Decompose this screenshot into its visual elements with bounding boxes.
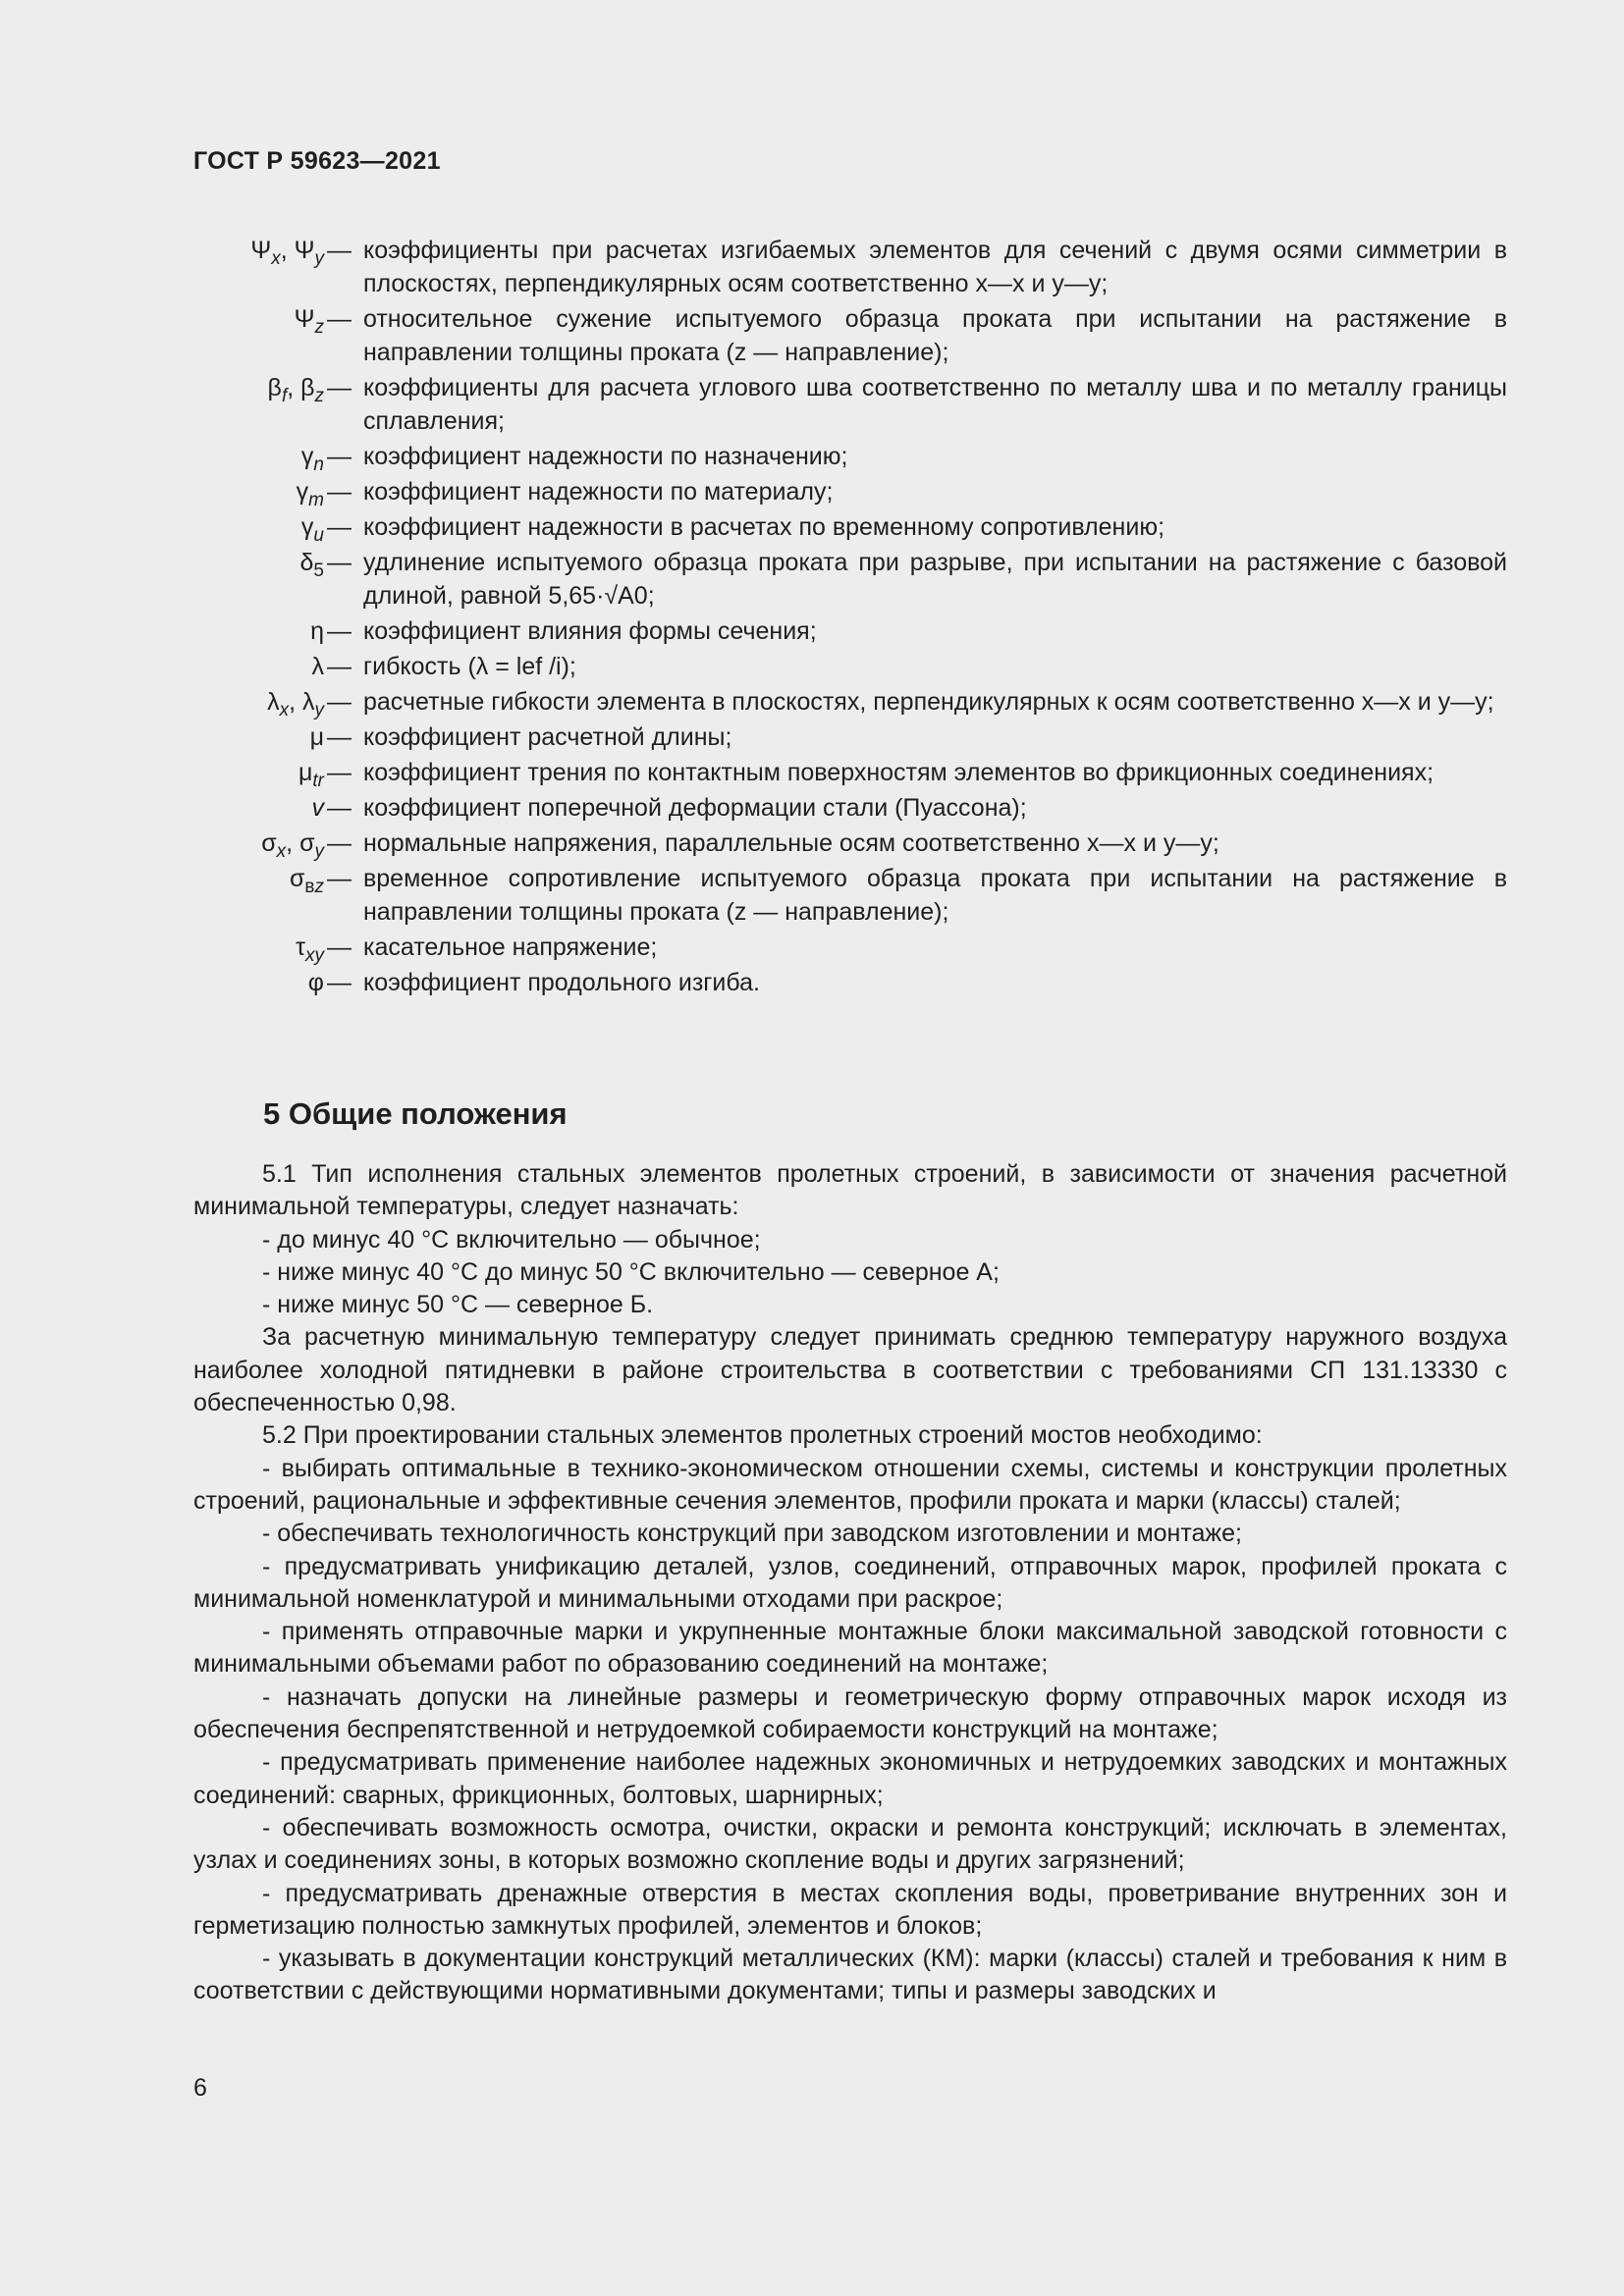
- definition-text: коэффициент надежности по назначению;: [363, 443, 848, 470]
- definition-item: [0, 302, 1624, 369]
- definition-symbol: $\Psi_x$, $\Psi_y$: [250, 237, 324, 269]
- definition-text: расчетные гибкости элемента в плоскостях, перпендикулярных к осям соответственно x—x и y—y;: [363, 688, 1494, 716]
- list-item: - указывать в документации конструкций металлических (КМ): марки (классы) сталей и требования к ним в соответствии с действующими нормативными документами; типы и размеры заводских и: [193, 1945, 1507, 2005]
- definition-dash: —: [327, 865, 352, 892]
- definition-dash: —: [327, 237, 352, 264]
- definition-symbol: v: [311, 794, 324, 822]
- definition-item: [0, 650, 1624, 683]
- definition-dash: —: [327, 969, 352, 996]
- definition-item: [0, 371, 1624, 438]
- definition-item: [0, 440, 1624, 473]
- definition-text: гибкость (λ = lef /i);: [363, 653, 576, 680]
- list-item: - предусматривать дренажные отверстия в местах скопления воды, проветривание внутренних зон и герметизацию полностью замкнутых профилей, элементов и блоков;: [193, 1879, 1507, 1940]
- paragraph: 5.1 Тип исполнения стальных элементов пролетных строений, в зависимости от значения расчетной минимальной температуры, следует назначать:: [193, 1160, 1507, 1221]
- definition-symbol: η: [310, 617, 324, 645]
- definition-text: коэффициенты при расчетах изгибаемых элементов для сечений с двумя осями симметрии в плоскостях, перпендикулярных осям соответственно x—x и y—y;: [363, 237, 1507, 297]
- definition-dash: —: [327, 443, 352, 470]
- definition-text: коэффициент надежности в расчетах по временному сопротивлению;: [363, 513, 1165, 541]
- list-item: - назначать допуски на линейные размеры и геометрическую форму отправочных марок исходя из обеспечения беспрепятственной и нетрудоемкой собираемости конструкций на монтаже;: [193, 1682, 1507, 1744]
- definition-symbol: $\gamma_u$: [300, 513, 324, 546]
- list-item: - обеспечивать возможность осмотра, очистки, окраски и ремонта конструкций; исключать в элементах, узлах и соединениях зоны, в которых возможно скопление воды и других загрязнений;: [193, 1813, 1507, 1875]
- page-number: 6: [193, 2074, 207, 2102]
- definition-item: [0, 475, 1624, 508]
- definition-symbol: $\beta_f$, $\beta_z$: [267, 374, 324, 406]
- document-code-header: ГОСТ Р 59623—2021: [193, 147, 441, 175]
- definition-dash: —: [327, 688, 352, 716]
- definition-dash: —: [327, 759, 352, 786]
- definition-text: относительное сужение испытуемого образца проката при испытании на растяжение в направлении толщины проката (z — направление);: [363, 305, 1507, 366]
- list-item: - выбирать оптимальные в технико-экономическом отношении схемы, системы и конструкции пролетных строений, рациональные и эффективные сечения элементов, профили проката и марки (классы) сталей;: [193, 1454, 1507, 1515]
- list-item: - предусматривать унификацию деталей, узлов, соединений, отправочных марок, профилей проката с минимальной номенклатурой и минимальными отходами при раскрое;: [193, 1552, 1507, 1613]
- definition-item: [0, 234, 1624, 300]
- definition-dash: —: [327, 829, 352, 857]
- definition-text: коэффициент надежности по материалу;: [363, 478, 834, 506]
- definition-dash: —: [327, 513, 352, 541]
- definition-dash: —: [327, 549, 352, 576]
- definition-symbol: $\sigma_{вz}$: [289, 865, 324, 897]
- definition-item: [0, 966, 1624, 999]
- definition-symbol: λ: [311, 653, 324, 680]
- definition-item: [0, 614, 1624, 648]
- section-body: [193, 1158, 1507, 2008]
- definition-text: коэффициент трения по контактным поверхностям элементов во фрикционных соединениях;: [363, 759, 1435, 786]
- list-item: - предусматривать применение наиболее надежных экономичных и нетрудоемких заводских и монтажных соединений: сварных, фрикционных, болтовых, шарнирных;: [193, 1748, 1507, 1809]
- definition-dash: —: [327, 794, 352, 822]
- definition-symbol: $\sigma_x$, $\sigma_y$: [261, 829, 324, 862]
- definition-text: нормальные напряжения, параллельные осям соответственно x—x и y—y;: [363, 829, 1219, 857]
- definition-symbol: $\tau_{xy}$: [296, 934, 324, 966]
- definition-text: коэффициенты для расчета углового шва соответственно по металлу шва и по металлу границы сплавления;: [363, 374, 1507, 435]
- definition-dash: —: [327, 617, 352, 645]
- definition-item: [0, 862, 1624, 929]
- definition-symbol: $\gamma_m$: [296, 478, 324, 510]
- definition-text: коэффициент влияния формы сечения;: [363, 617, 817, 645]
- list-item: - применять отправочные марки и укрупненные монтажные блоки максимальной заводской готовности с минимальными объемами работ по образованию соединений на монтаже;: [193, 1618, 1507, 1679]
- definition-text: касательное напряжение;: [363, 934, 658, 961]
- definition-dash: —: [327, 653, 352, 680]
- definition-item: [0, 791, 1624, 825]
- definition-symbol: φ: [307, 969, 324, 996]
- list-item: - ниже минус 40 °С до минус 50 °С включительно — северное А;: [262, 1257, 1000, 1286]
- definition-symbol: $\Psi_z$: [294, 305, 324, 338]
- definition-symbol: $\gamma_n$: [300, 443, 324, 475]
- definition-text: коэффициент поперечной деформации стали (Пуассона);: [363, 794, 1027, 822]
- paragraph: За расчетную минимальную температуру следует принимать среднюю температуру наружного воздуха наиболее холодной пятидневки в районе строительства в соответствии с требованиями СП 131.13330 с обеспеченностью 0,98.: [193, 1323, 1507, 1417]
- list-item: - обеспечивать технологичность конструкций при заводском изготовлении и монтаже;: [262, 1520, 1242, 1548]
- definition-symbol: $\mu_{tr}$: [298, 759, 324, 791]
- paragraph: 5.2 При проектировании стальных элементов пролетных строений мостов необходимо:: [262, 1421, 1263, 1450]
- definition-dash: —: [327, 723, 352, 751]
- definition-item: [0, 510, 1624, 544]
- definition-item: [0, 827, 1624, 860]
- definition-dash: —: [327, 934, 352, 961]
- list-item: - ниже минус 50 °С — северное Б.: [262, 1291, 654, 1319]
- definition-symbol: $\lambda_x$, $\lambda_y$: [267, 688, 324, 721]
- definition-symbol: μ: [309, 723, 324, 751]
- definition-text: коэффициент расчетной длины;: [363, 723, 732, 751]
- definition-dash: —: [327, 305, 352, 333]
- definition-dash: —: [327, 374, 352, 401]
- list-item: - до минус 40 °С включительно — обычное;: [262, 1225, 761, 1254]
- definition-item: [0, 721, 1624, 754]
- definition-text: коэффициент продольного изгиба.: [363, 969, 760, 996]
- definition-text: удлинение испытуемого образца проката при разрыве, при испытании на растяжение с базовой длиной, равной 5,65·√A0;: [363, 549, 1507, 610]
- definition-item: [0, 546, 1624, 613]
- definition-item: [0, 685, 1624, 719]
- definition-item: [0, 931, 1624, 964]
- definition-symbol: $\delta_5$: [299, 549, 324, 581]
- definition-dash: —: [327, 478, 352, 506]
- section-title: 5 Общие положения: [263, 1096, 568, 1131]
- definition-item: [0, 756, 1624, 789]
- definition-text: временное сопротивление испытуемого образца проката при испытании на растяжение в направлении толщины проката (z — направление);: [363, 865, 1507, 926]
- symbol-definitions-list: [0, 234, 1624, 1001]
